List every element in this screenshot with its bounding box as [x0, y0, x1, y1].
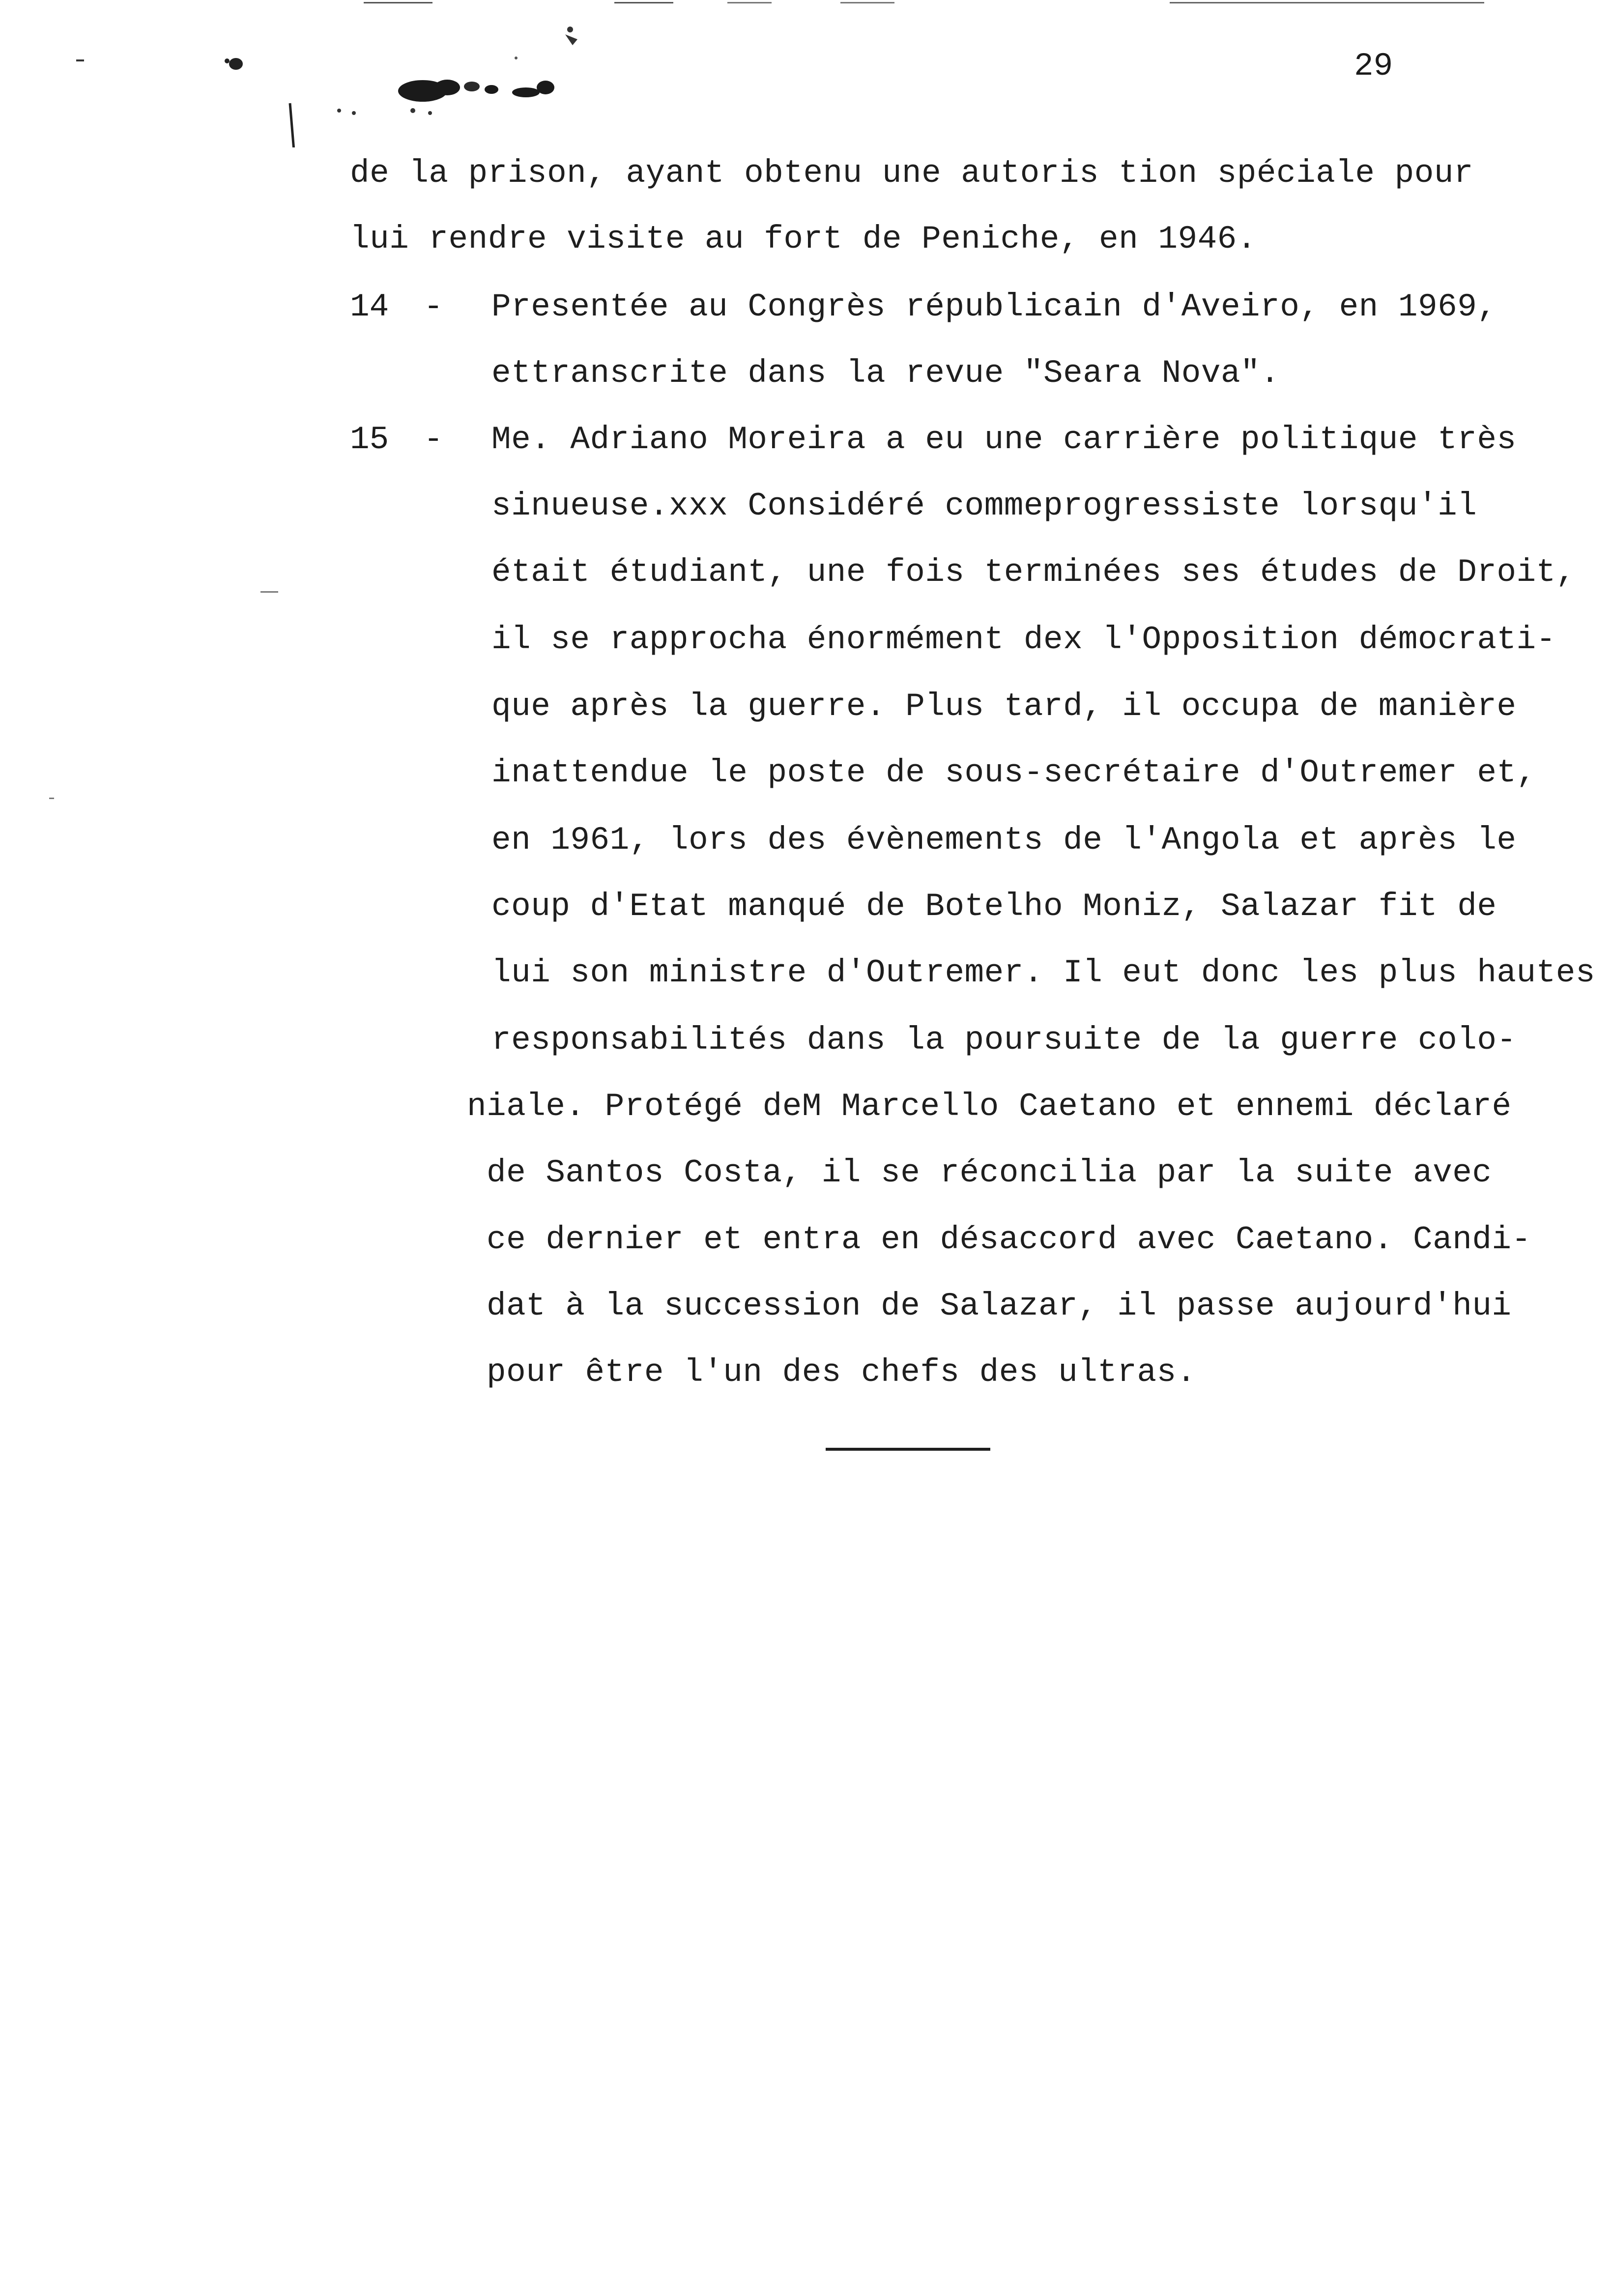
continuation-line-1: de la prison, ayant obtenu une autoris tion spéciale pour — [350, 155, 1474, 192]
note-dash: - — [424, 421, 443, 458]
note-line: ettranscrite dans la revue "Seara Nova". — [491, 355, 1280, 392]
note-line: lui son ministre d'Outremer. Il eut donc les plus hautes — [491, 954, 1595, 991]
continuation-line-2: lui rendre visite au fort de Peniche, en 1946. — [350, 221, 1257, 258]
note-line: Presentée au Congrès républicain d'Aveiro, en 1969, — [491, 288, 1497, 325]
note-line: responsabilités dans la poursuite de la guerre colo- — [491, 1022, 1517, 1059]
note-line: sinueuse.xxx Considéré commeprogressiste lorsqu'il — [491, 488, 1477, 524]
note-dash: - — [424, 288, 443, 325]
page-number: 29 — [1354, 48, 1393, 85]
note-line: que après la guerre. Plus tard, il occupa de manière — [491, 688, 1517, 725]
note-line: il se rapprocha énormément dex l'Opposition démocrati- — [491, 621, 1556, 658]
note-line: niale. Protégé deM Marcello Caetano et ennemi déclaré — [467, 1088, 1512, 1125]
note-number: 15 — [350, 421, 389, 458]
note-line: était étudiant, une fois terminées ses études de Droit, — [491, 554, 1576, 591]
note-line: Me. Adriano Moreira a eu une carrière politique très — [491, 421, 1517, 458]
note-line: en 1961, lors des évènements de l'Angola et après le — [491, 822, 1517, 859]
note-line: ce dernier et entra en désaccord avec Caetano. Candi- — [487, 1221, 1531, 1258]
ink-smudge-mark — [211, 20, 703, 147]
margin-dot-mark — [74, 57, 93, 66]
scan-edge-marks — [364, 2, 1494, 4]
end-of-text-rule — [826, 1448, 990, 1451]
margin-dash-mark — [258, 587, 283, 597]
note-number: 14 — [350, 288, 389, 325]
margin-dot-mark-2 — [47, 794, 61, 804]
note-line: pour être l'un des chefs des ultras. — [487, 1354, 1196, 1391]
note-line: dat à la succession de Salazar, il passe aujourd'hui — [487, 1288, 1512, 1324]
note-line: inattendue le poste de sous-secrétaire d'Outremer et, — [491, 754, 1536, 791]
note-line: de Santos Costa, il se réconcilia par la suite avec — [487, 1154, 1492, 1191]
note-line: coup d'Etat manqué de Botelho Moniz, Salazar fit de — [491, 888, 1497, 925]
